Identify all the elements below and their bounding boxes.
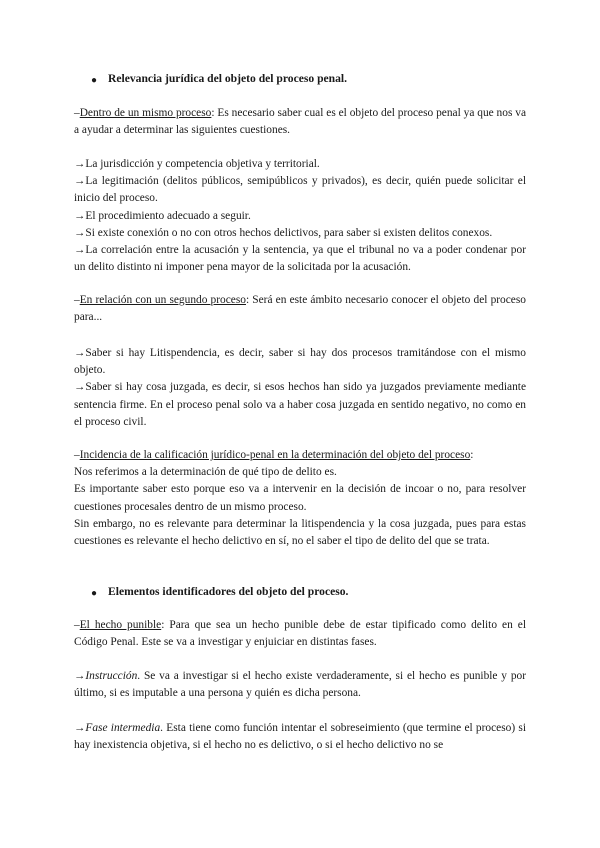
paragraph-fase-intermedia <box>74 720 526 754</box>
list-item: →La legitimación (delitos públicos, semipúblicos y privados), es decir, quién puede solicitar el inicio del proceso. <box>74 175 526 205</box>
list-item: →Saber si hay cosa juzgada, es decir, si esos hechos han sido ya juzgados previamente mediante sentencia firme. En el proceso penal solo va a haber cosa juzgada en sentido negativo, no como en el proceso civil. <box>74 381 526 428</box>
list-item: →El procedimiento adecuado a seguir. <box>74 209 251 222</box>
paragraph-label: Fase intermedia <box>85 722 161 734</box>
paragraph-line: Es importante saber esto porque eso va a intervenir en la decisión de incoar o no, para resolver cuestiones procesales dentro de un mismo proceso. <box>74 483 526 513</box>
paragraph-label: En relación con un segundo proceso <box>79 294 246 306</box>
list-item: →Saber si hay Litispendencia, es decir, saber si hay dos procesos tramitándose con el mismo objeto. <box>74 347 526 377</box>
paragraph-calificacion <box>74 447 526 550</box>
paragraph-text: : Es necesario saber cual es el objeto del proceso penal ya que nos va a ayudar a determinar las siguientes cuestiones. <box>74 107 526 137</box>
section-heading-elementos: Elementos identificadores del objeto del proceso. <box>108 585 349 598</box>
paragraph-prefix: – <box>74 294 80 306</box>
paragraph-header-line <box>74 447 526 464</box>
paragraph-label: Incidencia de la calificación jurídico-penal en la determinación del objeto del proceso <box>79 449 471 461</box>
list-item: →La correlación entre la acusación y la sentencia, ya que el tribunal no va a poder condenar por un delito distinto ni imponer pena mayor de la solicitada por la acusación. <box>74 244 526 274</box>
paragraph-text: . Se va a investigar si el hecho existe verdaderamente, si el hecho es punible y por último, si es imputable a una persona y quién es dicha persona. <box>74 670 526 700</box>
list-item: →La jurisdicción y competencia objetiva y territorial. <box>74 158 320 170</box>
paragraph-prefix: – <box>74 107 80 119</box>
paragraph-label: Dentro de un mismo proceso <box>79 107 212 119</box>
paragraph-hecho-punible <box>74 617 526 651</box>
paragraph-mismo-proceso <box>74 105 526 139</box>
paragraph-label: Instrucción <box>85 670 138 682</box>
paragraph-text: : Para que sea un hecho punible debe de estar tipificado como delito en el Código Penal. Este se va a investigar y enjuiciar en distintas fases. <box>74 619 527 649</box>
paragraph-line: Nos referimos a la determinación de qué tipo de delito es. <box>74 466 337 479</box>
paragraph-label: El hecho punible <box>79 619 162 631</box>
paragraph-text: . Esta tiene como función intentar el sobreseimiento (que termine el proceso) si hay inexistencia objetiva, si el hecho no es delictivo, o si el hecho delictivo no se <box>74 722 527 752</box>
section-heading-relevancia: Relevancia jurídica del objeto del proceso penal. <box>108 72 348 85</box>
paragraph-text: : Será en este ámbito necesario conocer el objeto del proceso para... <box>74 294 526 324</box>
bullet-icon: ● <box>91 75 98 86</box>
paragraph-text: : <box>470 449 474 461</box>
paragraph-prefix: → <box>74 670 86 682</box>
list-cuestiones <box>74 156 526 276</box>
paragraph-segundo-proceso <box>74 292 526 326</box>
list-segundo-proceso <box>74 345 526 431</box>
paragraph-line: Sin embargo, no es relevante para determinar la litispendencia y la cosa juzgada, pues para estas cuestiones es relevante el hecho delictivo en sí, no el saber el tipo de delito del que se trata. <box>74 517 526 548</box>
paragraph-prefix: → <box>74 722 86 734</box>
paragraph-prefix: – <box>74 449 80 461</box>
bullet-icon: ● <box>91 588 98 599</box>
paragraph-instruccion <box>74 668 526 702</box>
paragraph-prefix: – <box>74 619 80 631</box>
list-item: →Si existe conexión o no con otros hechos delictivos, para saber si existen delitos conexos. <box>74 226 493 239</box>
